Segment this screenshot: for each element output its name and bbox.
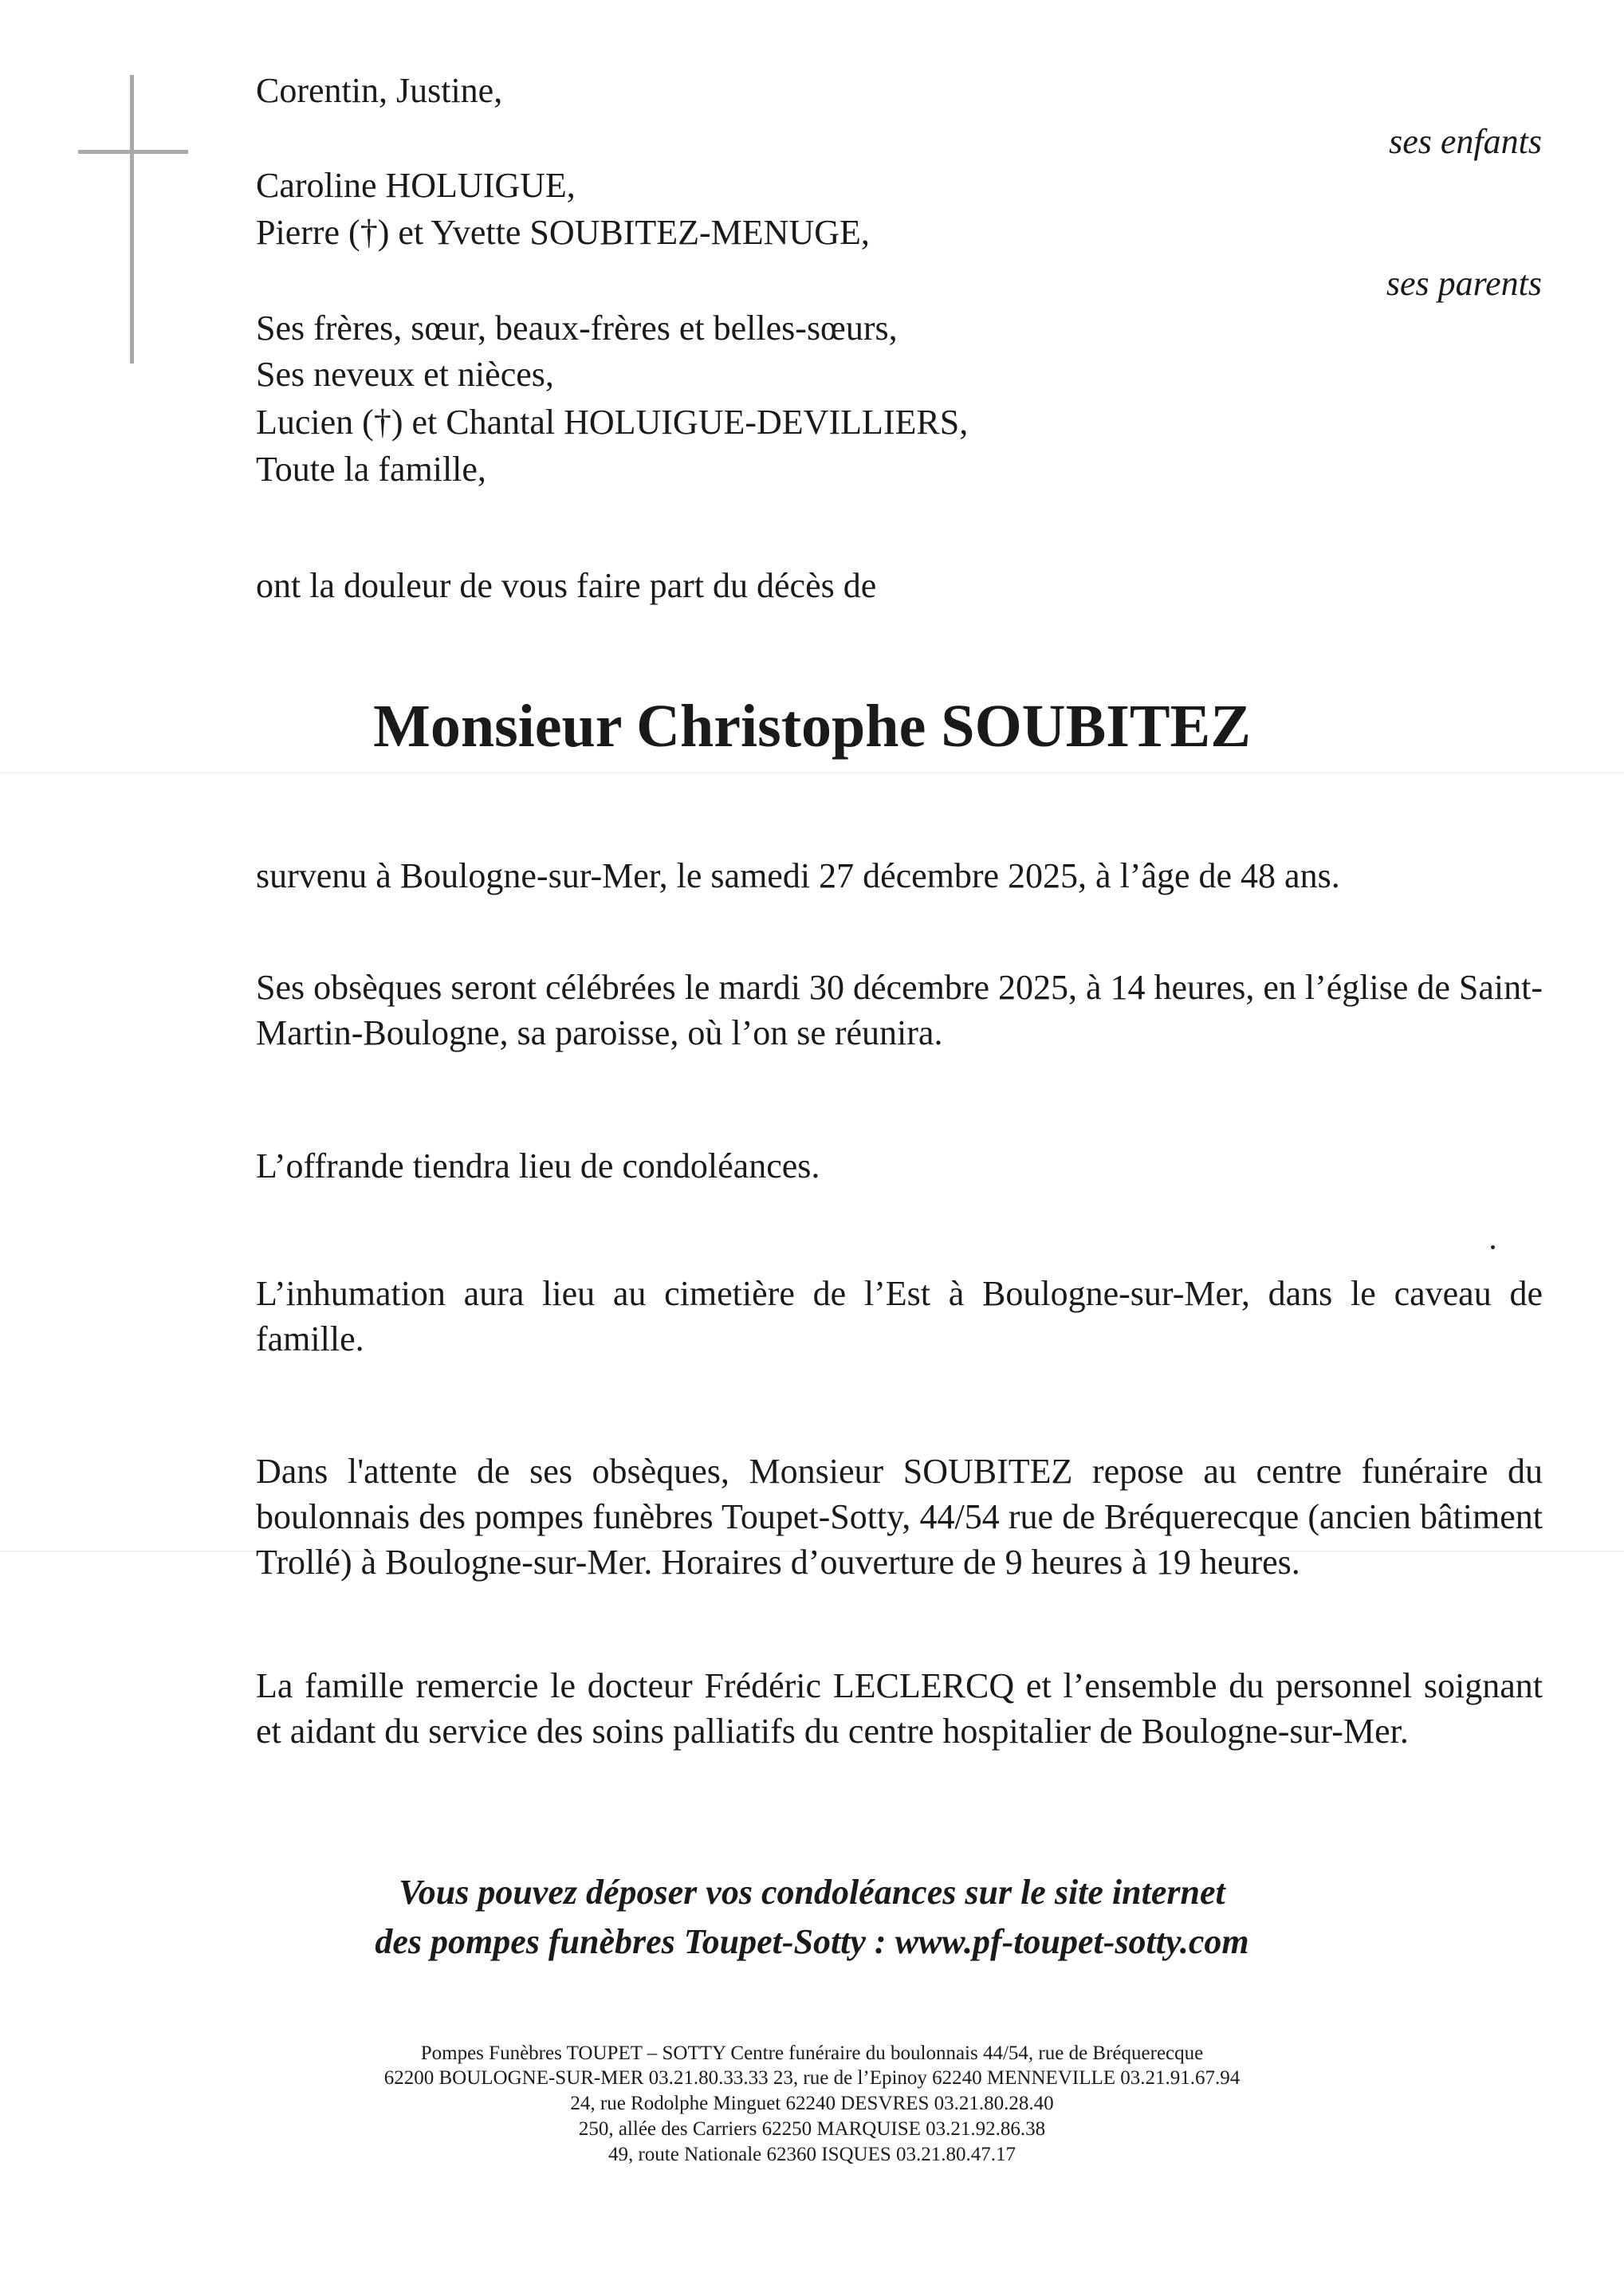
scan-dot <box>1491 1245 1495 1249</box>
parents-names: Pierre (†) et Yvette SOUBITEZ-MENUGE, <box>256 213 870 252</box>
death-paragraph: survenu à Boulogne-sur-Mer, le samedi 27 décembre 2025, à l’âge de 48 ans. <box>256 856 1340 895</box>
scan-line <box>0 772 1624 773</box>
burial-paragraph: L’inhumation aura lieu au cimetière de l’Est à Boulogne-sur-Mer, dans le caveau de famille. <box>256 1274 1543 1358</box>
announcement: ont la douleur de vous faire part du décès de <box>256 566 877 605</box>
spouse-name: Caroline HOLUIGUE, <box>256 166 576 205</box>
deceased-name: Monsieur Christophe SOUBITEZ <box>373 693 1251 760</box>
thanks-paragraph: La famille remercie le docteur Frédéric LECLERCQ et l’ensemble du personnel soignant et aidant du service des soins palliatifs du centre hospitalier de Boulogne-sur-Mer. <box>256 1666 1543 1751</box>
footer-line-4: 250, allée des Carriers 62250 MARQUISE 03.21.92.86.38 <box>578 2118 1046 2140</box>
condolences-line-1: Vous pouvez déposer vos condoléances sur le site internet <box>399 1873 1225 1912</box>
parents-label: ses parents <box>1386 264 1542 303</box>
nephews-line: Ses neveux et nièces, <box>256 355 554 394</box>
footer-line-3: 24, rue Rodolphe Minguet 62240 DESVRES 03.21.80.28.40 <box>570 2093 1054 2114</box>
footer-line-5: 49, route Nationale 62360 ISQUES 03.21.80.47.17 <box>608 2144 1016 2165</box>
condolences-line-2: des pompes funèbres Toupet-Sotty : www.pf-toupet-sotty.com <box>375 1922 1249 1961</box>
siblings-line: Ses frères, sœur, beaux-frères et belles-sœurs, <box>256 309 898 348</box>
funeral-paragraph: Ses obsèques seront célébrées le mardi 30 décembre 2025, à 14 heures, en l’église de Saint-Martin-Boulogne, sa paroisse, où l’on se réunira. <box>256 968 1543 1052</box>
footer-line-2: 62200 BOULOGNE-SUR-MER 03.21.80.33.33 23, rue de l’Epinoy 62240 MENNEVILLE 03.21.91.67.94 <box>383 2067 1241 2089</box>
cross-icon <box>130 75 134 364</box>
footer-line-1: Pompes Funèbres TOUPET – SOTTY Centre funéraire du boulonnais 44/54, rue de Bréquerecque <box>420 2042 1204 2064</box>
inlaws-line: Lucien (†) et Chantal HOLUIGUE-DEVILLIERS, <box>256 403 969 442</box>
repose-paragraph: Dans l'attente de ses obsèques, Monsieur SOUBITEZ repose au centre funéraire du boulonnais des pompes funèbres Toupet-Sotty, 44/54 rue de Bréquerecque (ancien bâtiment Trollé) à Boulogne-sur-Mer. Horaires d’ouverture de 9 heures à 19 heures. <box>256 1452 1543 1582</box>
all-family-line: Toute la famille, <box>256 450 486 489</box>
children-label: ses enfants <box>1389 122 1542 161</box>
cross-icon-bar <box>78 150 188 154</box>
children-names: Corentin, Justine, <box>256 71 503 110</box>
offering-paragraph: L’offrande tiendra lieu de condoléances. <box>256 1146 820 1185</box>
